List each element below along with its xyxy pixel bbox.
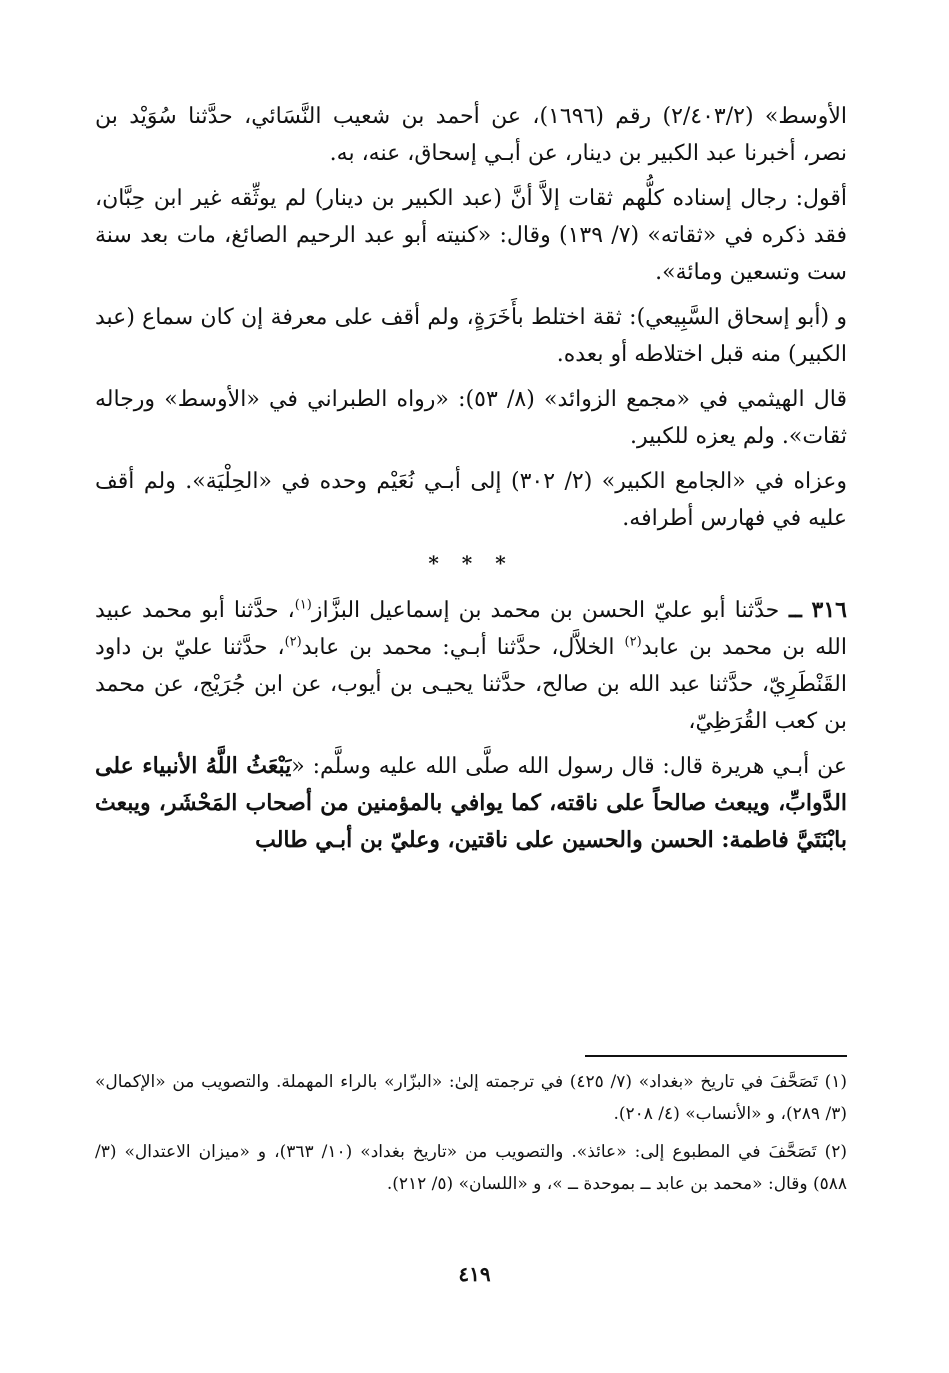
- footnote-ref-2b: (٢): [284, 634, 302, 650]
- main-text: [95, 98, 847, 867]
- footnote-ref-1: (١): [294, 597, 312, 613]
- hadith-dash: ــ: [779, 597, 812, 623]
- footnote-divider: [585, 1055, 847, 1057]
- hadith-number: ٣١٦: [811, 597, 847, 623]
- footnote-2: (٢) تَصَحَّفَ في المطبوع إلى: «عائذ». والتصويب من «تاريخ بغداد» (١٠/ ٣٦٣)، و «ميزان الاعتدال» (٣/ ٥٨٨) وقال: «محمد بن عابد ــ بموحدة ــ »، و «اللسان» (٥/ ٢١٢).: [95, 1142, 847, 1194]
- matn-intro: عن أبـي هريرة قال: قال رسول الله صلَّى الله عليه وسلَّم: «: [291, 754, 848, 779]
- isnad-part-2: ، حدَّثنا أبو محمد عبيد الله بن محمد بن عابد: [95, 598, 847, 660]
- section-separator: * * *: [428, 551, 514, 575]
- footnote-ref-2a: (٢): [624, 634, 642, 650]
- hadith-matn: [95, 748, 847, 859]
- page-number: ٤١٩: [458, 1262, 491, 1286]
- footnotes: [95, 1066, 847, 1206]
- paragraph-abu-ishaq: و (أبو إسحاق السَّبِيعي): ثقة اختلط بأَخَرَةٍ، ولم أقف على معرفة إن كان سماع (عبد الكبير) منه قبل اختلاطه أو بعده.: [95, 305, 847, 367]
- paragraph-haythami: قال الهيثمي في «مجمع الزوائد» (٨/ ٥٣): «رواه الطبراني في «الأوسط» ورجاله ثقات». ولم يعزه للكبير.: [95, 387, 847, 449]
- hadith-isnad: [95, 592, 847, 740]
- isnad-part-3: الخلاَّل، حدَّثنا أبـي: محمد بن عابد: [301, 635, 625, 660]
- paragraph-commentary-narrators: أقول: رجال إسناده كلُّهم ثقات إلاَّ أنَّ (عبد الكبير بن دينار) لم يوثِّقه غير ابن حِبَّان، فقد ذكره في «ثقاته» (٧/ ١٣٩) وقال: «كنيته أبو عبد الرحيم الصائغ، مات بعد سنة ست وتسعين ومائة».: [95, 186, 847, 285]
- footnote-1: (١) تَصَحَّفَ في تاريخ «بغداد» (٧/ ٤٢٥) في ترجمته إلىٰ: «البزّار» بالراء المهملة. والتصويب من «الإكمال» (٣/ ٢٨٩)، و «الأنساب» (٤/ ٢٠٨).: [95, 1072, 848, 1124]
- isnad-part-4: ، حدَّثنا عليّ بن داود القَنْطَرِيّ، حدَّثنا عبد الله بن صالح، حدَّثنا يحيـى بن أيوب، عن ابن جُرَيْج، عن محمد بن كعب القُرَظِيّ،: [95, 635, 847, 734]
- paragraph-isnad-continuation: الأوسط» (٢/٤٠٣/٢) رقم (١٦٩٦)، عن أحمد بن شعيب النَّسَائي، حدَّثنا سُوَيْد بن نصر، أخبرنا عبد الكبير بن دينار، عن أبـي إسحاق، عنه، به.: [95, 104, 847, 166]
- paragraph-jami-kabir: وعزاه في «الجامع الكبير» (٢/ ٣٠٢) إلى أبـي نُعَيْم وحده في «الحِلْيَة». ولم أقف عليه في فهارس أطرافه.: [95, 469, 848, 531]
- isnad-part-1: حدَّثنا أبو عليّ الحسن بن محمد بن إسماعيل البزَّاز: [311, 598, 780, 623]
- matn-text: يَبْعَثُ اللَّهُ الأنبياء على الدَّوابِّ، ويبعث صالحاً على ناقته، كما يوافي بالمؤمنين من أصحاب المَحْشَر، ويبعث بابْنَتَيَّ فاطمة: الحسن والحسين على ناقتين، وعليّ بن أبـي طالب: [95, 753, 847, 853]
